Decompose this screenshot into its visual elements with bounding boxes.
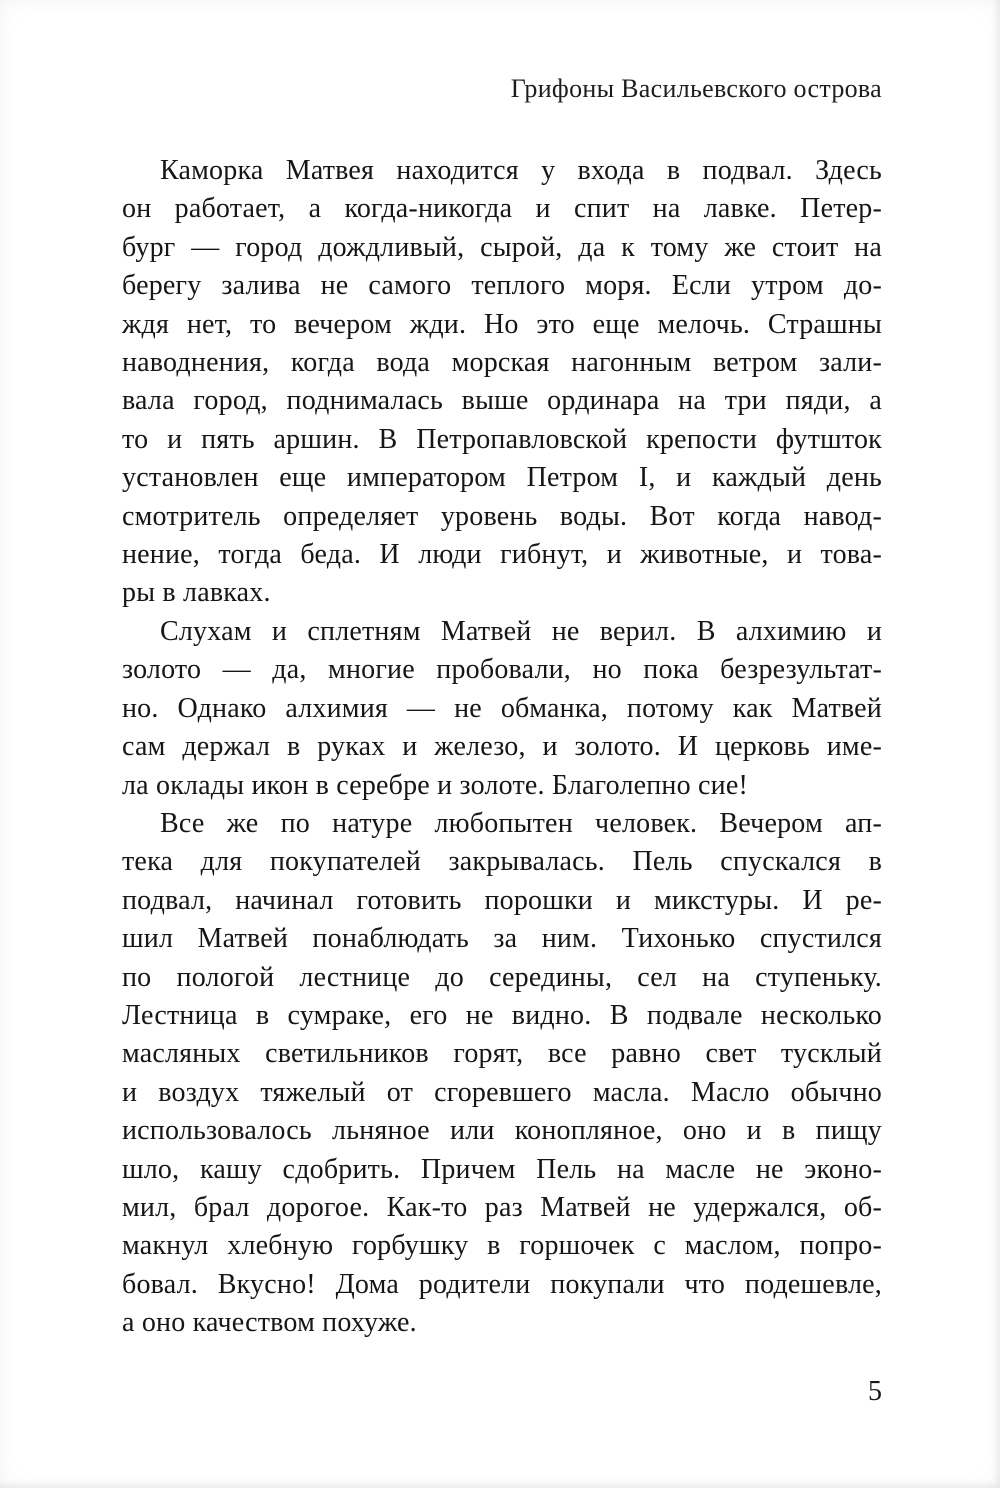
- paragraph: [122, 805, 882, 1343]
- text-line: вала город, поднималась выше ординара на три пяди, а: [122, 385, 882, 417]
- text-line: тека для покупателей закрывалась. Пель спускался в: [122, 846, 882, 878]
- text-line: но. Однако алхимия — не обманка, потому как Матвей: [122, 692, 882, 724]
- text-line: установлен еще императором Петром I, и каждый день: [122, 462, 882, 494]
- text-line: Лестница в сумраке, его не видно. В подвале несколько: [122, 999, 882, 1031]
- text-line: Все же по натуре любопытен человек. Вечером ап-: [160, 807, 882, 839]
- text-line: берегу залива не самого теплого моря. Если утром до-: [122, 270, 882, 302]
- text-line: наводнения, когда вода морская нагонным ветром зали-: [122, 347, 882, 379]
- running-header: Грифоны Васильевского острова: [510, 74, 882, 103]
- text-line: и воздух тяжелый от сгоревшего масла. Масло обычно: [122, 1076, 882, 1108]
- page-number: 5: [868, 1376, 882, 1407]
- text-line: ла оклады икон в серебре и золоте. Благолепно сие!: [122, 769, 748, 801]
- body-text: [122, 152, 882, 1343]
- text-line: шил Матвей понаблюдать за ним. Тихонько спустился: [122, 923, 882, 955]
- text-line: а оно качеством похуже.: [122, 1307, 417, 1339]
- text-line: ждя нет, то вечером жди. Но это еще мелочь. Страшны: [122, 308, 882, 340]
- text-line: смотритель определяет уровень воды. Вот когда навод-: [122, 500, 882, 532]
- paragraph: [122, 613, 882, 805]
- text-line: шло, кашу сдобрить. Причем Пель на масле не эконо-: [122, 1153, 882, 1185]
- text-line: макнул хлебную горбушку в горшочек с маслом, попро-: [122, 1230, 882, 1262]
- text-line: по пологой лестнице до середины, сел на ступеньку.: [122, 961, 882, 993]
- text-line: ры в лавках.: [122, 577, 271, 609]
- text-line: подвал, начинал готовить порошки и микстуры. И ре-: [122, 884, 882, 916]
- text-line: бург — город дождливый, сырой, да к тому же стоит на: [122, 231, 882, 263]
- text-line: масляных светильников горят, все равно свет тусклый: [122, 1038, 882, 1070]
- text-line: бовал. Вкусно! Дома родители покупали что подешевле,: [122, 1268, 882, 1300]
- text-line: нение, тогда беда. И люди гибнут, и животные, и това-: [122, 539, 882, 571]
- text-line: мил, брал дорогое. Как-то раз Матвей не удержался, об-: [122, 1191, 882, 1223]
- text-line: использовалось льняное или конопляное, оно и в пищу: [122, 1115, 882, 1147]
- text-line: Слухам и сплетням Матвей не верил. В алхимию и: [160, 615, 882, 647]
- text-line: сам держал в руках и железо, и золото. И церковь име-: [122, 731, 882, 763]
- text-line: он работает, а когда-никогда и спит на лавке. Петер-: [122, 193, 882, 225]
- text-line: золото — да, многие пробовали, но пока безрезультат-: [122, 654, 882, 686]
- paragraph: [122, 152, 882, 613]
- text-line: то и пять аршин. В Петропавловской крепости футшток: [122, 423, 882, 455]
- text-line: Каморка Матвея находится у входа в подвал. Здесь: [160, 155, 882, 186]
